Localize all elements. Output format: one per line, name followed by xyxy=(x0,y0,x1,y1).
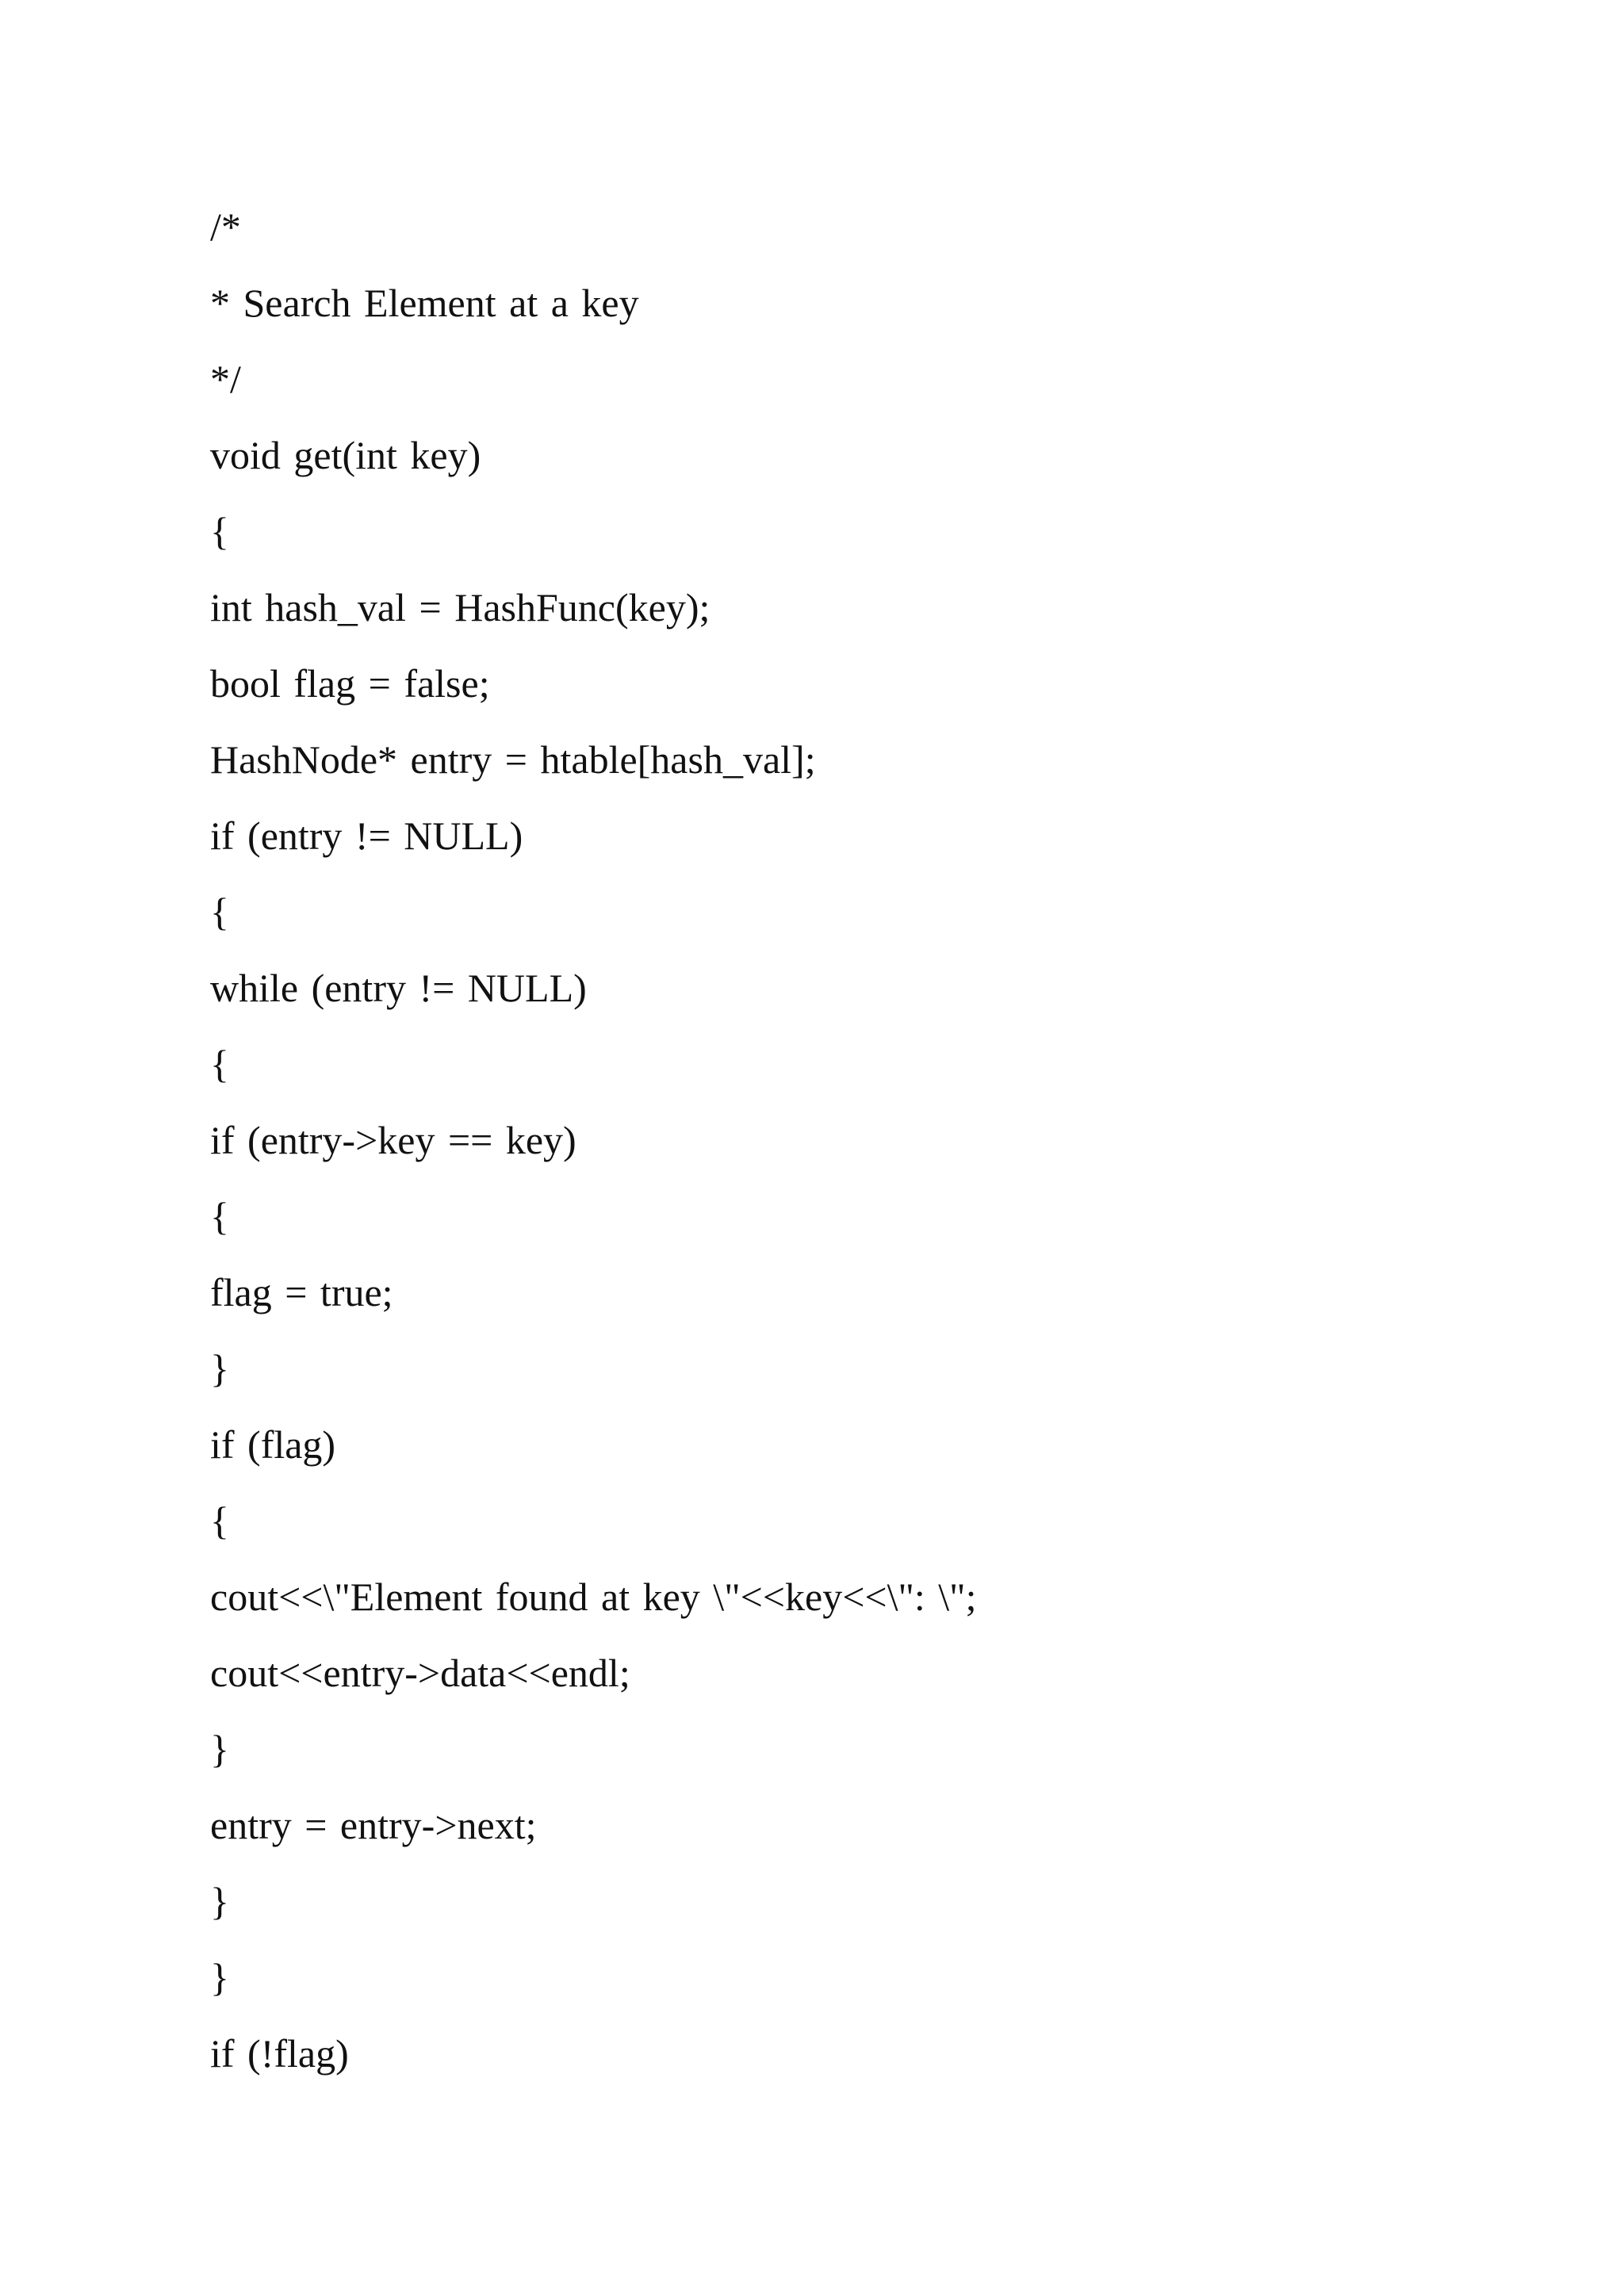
code-line-brace-open: { xyxy=(210,1498,229,1543)
code-line-comment-text: * Search Element at a key xyxy=(210,281,639,325)
code-line-cout-found: cout<<\"Element found at key \"<<key<<\": \"; xyxy=(210,1575,977,1619)
code-line-cout-data: cout<<entry->data<<endl; xyxy=(210,1651,630,1695)
code-line-entry-next: entry = entry->next; xyxy=(210,1803,537,1847)
code-line-function-signature: void get(int key) xyxy=(210,433,481,477)
code-line-brace-close: } xyxy=(210,1727,229,1771)
code-line-hash-val: int hash_val = HashFunc(key); xyxy=(210,585,710,629)
code-line-brace-open: { xyxy=(210,1042,229,1086)
code-line-brace-close: } xyxy=(210,1955,229,1999)
code-line-brace-close: } xyxy=(210,1346,229,1391)
code-line-brace-close: } xyxy=(210,1879,229,1923)
code-line-comment-open: /* xyxy=(210,205,241,249)
code-listing xyxy=(210,189,976,2091)
code-line-if-entry: if (entry != NULL) xyxy=(210,813,523,858)
code-line-entry-init: HashNode* entry = htable[hash_val]; xyxy=(210,737,816,782)
code-line-if-not-flag: if (!flag) xyxy=(210,2031,349,2076)
code-line-brace-open: { xyxy=(210,1194,229,1238)
code-line-brace-open: { xyxy=(210,509,229,553)
code-line-flag-init: bool flag = false; xyxy=(210,661,490,706)
code-line-if-key: if (entry->key == key) xyxy=(210,1118,576,1162)
code-line-while: while (entry != NULL) xyxy=(210,966,587,1010)
code-line-comment-close: */ xyxy=(210,357,241,401)
code-line-if-flag: if (flag) xyxy=(210,1422,336,1467)
code-line-flag-true: flag = true; xyxy=(210,1270,393,1314)
code-line-brace-open: { xyxy=(210,890,229,934)
